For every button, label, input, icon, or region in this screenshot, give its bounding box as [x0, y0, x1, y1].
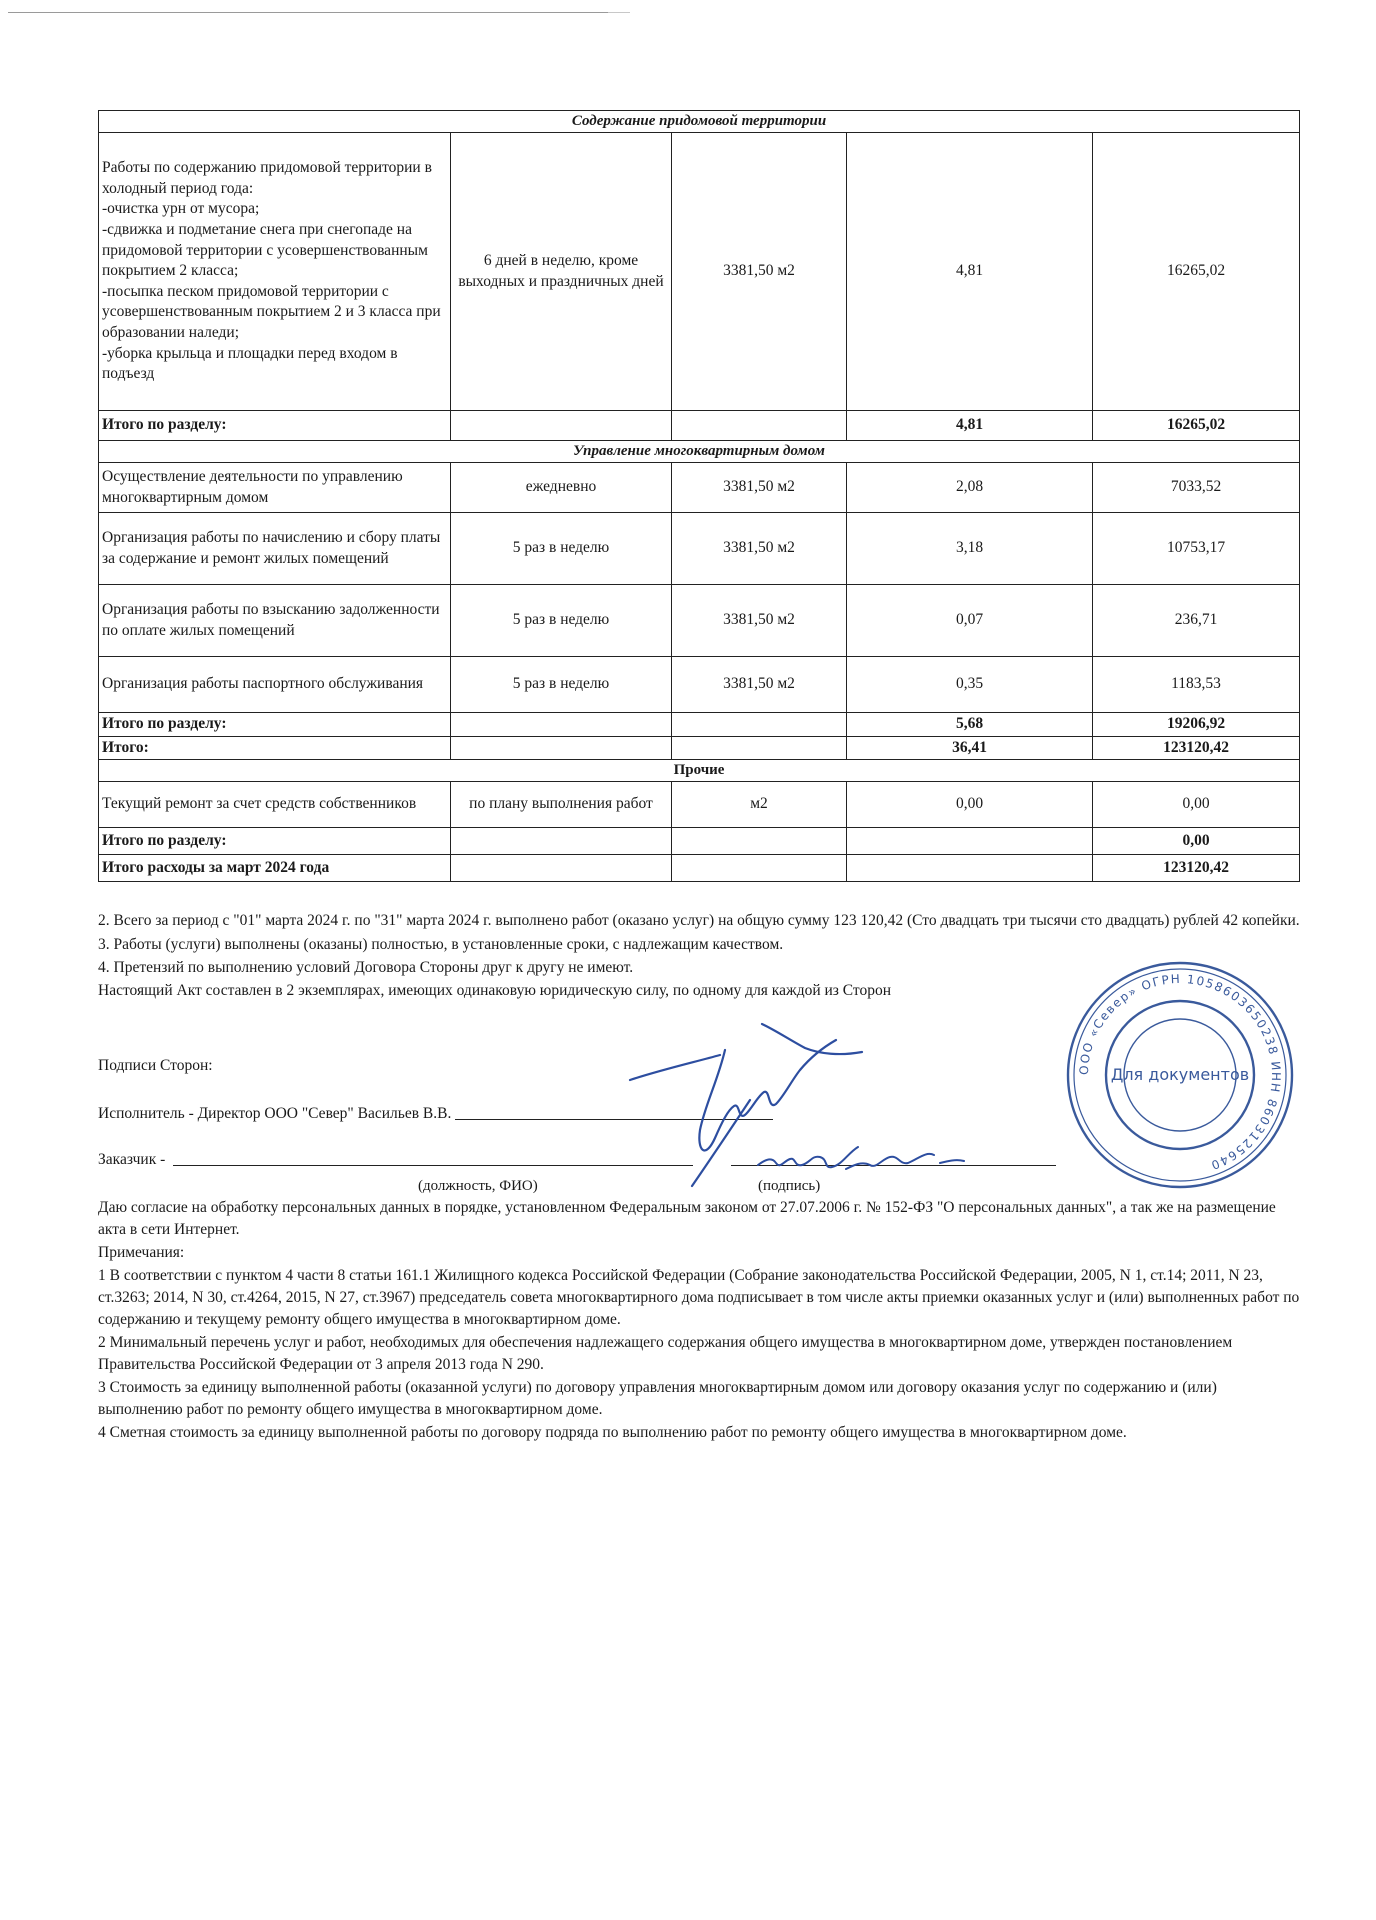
- work-name: Осуществление деятельности по управлению многоквартирным домом: [99, 463, 451, 513]
- grand-total-sum: 123120,42: [1093, 736, 1300, 760]
- work-area: м2: [672, 782, 847, 828]
- note-2: 2 Минимальный перечень услуг и работ, необходимых для обеспечения надлежащего содержания общего имущества в многоквартирном доме, утвержден постановлением Правительства Российской Федерации от 3 апреля 2013 года N 290.: [98, 1334, 1233, 1373]
- grand-total-label: Итого:: [99, 736, 451, 760]
- notes-block: [98, 1197, 1303, 1444]
- grand-total-rate: 36,41: [847, 736, 1093, 760]
- stamp-center-text: Для документов: [1110, 1065, 1250, 1084]
- caption-signature: (подпись): [758, 1178, 821, 1194]
- empty-cell: [451, 736, 672, 760]
- section-total-rate: 5,68: [847, 713, 1093, 737]
- scan-edge-line: [8, 12, 628, 13]
- customer-label: Заказчик -: [98, 1151, 166, 1168]
- work-area: 3381,50 м2: [672, 657, 847, 713]
- company-stamp: [1060, 955, 1300, 1195]
- work-area: 3381,50 м2: [672, 463, 847, 513]
- act-table: [98, 110, 1300, 882]
- work-frequency: 5 раз в неделю: [451, 513, 672, 585]
- note-4: 4 Сметная стоимость за единицу выполненной работы по договору подряда по выполнению работ по ремонту общего имущества в многоквартирном доме.: [98, 1424, 1127, 1441]
- expenses-total-sum: 123120,42: [1093, 855, 1300, 882]
- work-rate: 0,00: [847, 782, 1093, 828]
- section-total-rate: 4,81: [847, 411, 1093, 441]
- paragraph-copies: Настоящий Акт составлен в 2 экземплярах, имеющих одинаковую юридическую силу, по одному для каждой из Сторон: [98, 982, 892, 999]
- work-rate: 2,08: [847, 463, 1093, 513]
- empty-cell: [451, 855, 672, 882]
- work-sum: 7033,52: [1093, 463, 1300, 513]
- note-3: 3 Стоимость за единицу выполненной работы (оказанной услуги) по договору управления многоквартирным домом или договору оказания услуг по содержанию и (или) выполнению работ по ремонту общего имущества в многоквартирном доме.: [98, 1379, 1217, 1418]
- work-frequency: по плану выполнения работ: [451, 782, 672, 828]
- empty-cell: [672, 828, 847, 855]
- stamp-ring-text: ООО «Север» ОГРН 1058603650238 ИНН 8603125640: [1076, 971, 1284, 1173]
- work-sum: 1183,53: [1093, 657, 1300, 713]
- work-frequency: ежедневно: [451, 463, 672, 513]
- section-title-territory: Содержание придомовой территории: [99, 111, 1300, 133]
- section-title-other: Прочие: [99, 760, 1300, 782]
- notes-heading: Примечания:: [98, 1244, 185, 1261]
- work-name: Организация работы по взысканию задолженности по оплате жилых помещений: [99, 585, 451, 657]
- work-rate: 0,35: [847, 657, 1093, 713]
- work-frequency: 5 раз в неделю: [451, 657, 672, 713]
- work-sum: 10753,17: [1093, 513, 1300, 585]
- work-area: 3381,50 м2: [672, 585, 847, 657]
- empty-cell: [451, 411, 672, 441]
- paragraph-total-amount: 2. Всего за период с "01" марта 2024 г. по "31" марта 2024 г. выполнено работ (оказано услуг) на общую сумму 123 120,42 (Сто двадцать три тысячи сто двадцать) рублей 42 копейки.: [98, 912, 1300, 929]
- paragraph-no-claims: 4. Претензий по выполнению условий Договора Стороны друг к другу не имеют.: [98, 959, 634, 976]
- note-1: 1 В соответствии с пунктом 4 части 8 статьи 161.1 Жилищного кодекса Российской Федерации (Собрание законодательства Российской Федерации, 2005, N 1, ст.14; 2011, N 23, ст.3263; 2014, N 30, ст.4264, 2015, N 27, ст.3967) председатель совета многоквартирного дома подписывает в том числе акты приемки оказанных услуг и (или) выполненных работ по содержанию и текущему ремонту общего имущества в многоквартирном доме.: [98, 1267, 1300, 1328]
- section-total-sum: 16265,02: [1093, 411, 1300, 441]
- work-rate: 4,81: [847, 133, 1093, 411]
- work-name: Работы по содержанию придомовой территории в холодный период года: -очистка урн от мусора; -сдвижка и подметание снега при снегопаде на придомовой территории с усовершенствованным покрытием 2 класса; -посыпка песком придомовой территории с усовершенствованным покрытием 2 и 3 класса при образовании наледи; -уборка крыльца и площадки перед входом в подъезд: [99, 133, 451, 411]
- section-total-sum: 0,00: [1093, 828, 1300, 855]
- empty-cell: [672, 855, 847, 882]
- paragraph-quality: 3. Работы (услуги) выполнены (оказаны) полностью, в установленные сроки, с надлежащим качеством.: [98, 936, 784, 953]
- section-total-sum: 19206,92: [1093, 713, 1300, 737]
- work-area: 3381,50 м2: [672, 513, 847, 585]
- section-title-management: Управление многоквартирным домом: [99, 441, 1300, 463]
- empty-cell: [847, 828, 1093, 855]
- empty-cell: [672, 411, 847, 441]
- empty-cell: [451, 828, 672, 855]
- work-area: 3381,50 м2: [672, 133, 847, 411]
- consent-text: Даю согласие на обработку персональных данных в порядке, установленном Федеральным законом от 27.07.2006 г. № 152-ФЗ "О персональных данных", а так же на размещение акта в сети Интернет.: [98, 1199, 1276, 1238]
- work-rate: 0,07: [847, 585, 1093, 657]
- section-total-label: Итого по разделу:: [99, 713, 451, 737]
- work-rate: 3,18: [847, 513, 1093, 585]
- work-frequency: 5 раз в неделю: [451, 585, 672, 657]
- caption-position: (должность, ФИО): [418, 1178, 538, 1194]
- signatures-heading: Подписи Сторон:: [98, 1057, 213, 1074]
- work-name: Организация работы по начислению и сбору платы за содержание и ремонт жилых помещений: [99, 513, 451, 585]
- empty-cell: [451, 713, 672, 737]
- empty-cell: [672, 736, 847, 760]
- empty-cell: [672, 713, 847, 737]
- scan-edge-line: [608, 12, 630, 13]
- work-frequency: 6 дней в неделю, кроме выходных и праздничных дней: [451, 133, 672, 411]
- customer-signature: [750, 1135, 990, 1185]
- work-sum: 236,71: [1093, 585, 1300, 657]
- empty-cell: [847, 855, 1093, 882]
- work-sum: 0,00: [1093, 782, 1300, 828]
- section-total-label: Итого по разделу:: [99, 411, 451, 441]
- expenses-total-label: Итого расходы за март 2024 года: [99, 855, 451, 882]
- section-total-label: Итого по разделу:: [99, 828, 451, 855]
- executor-label: Исполнитель - Директор ООО "Север" Васильев В.В.: [98, 1105, 452, 1122]
- work-name: Организация работы паспортного обслуживания: [99, 657, 451, 713]
- work-sum: 16265,02: [1093, 133, 1300, 411]
- work-name: Текущий ремонт за счет средств собственников: [99, 782, 451, 828]
